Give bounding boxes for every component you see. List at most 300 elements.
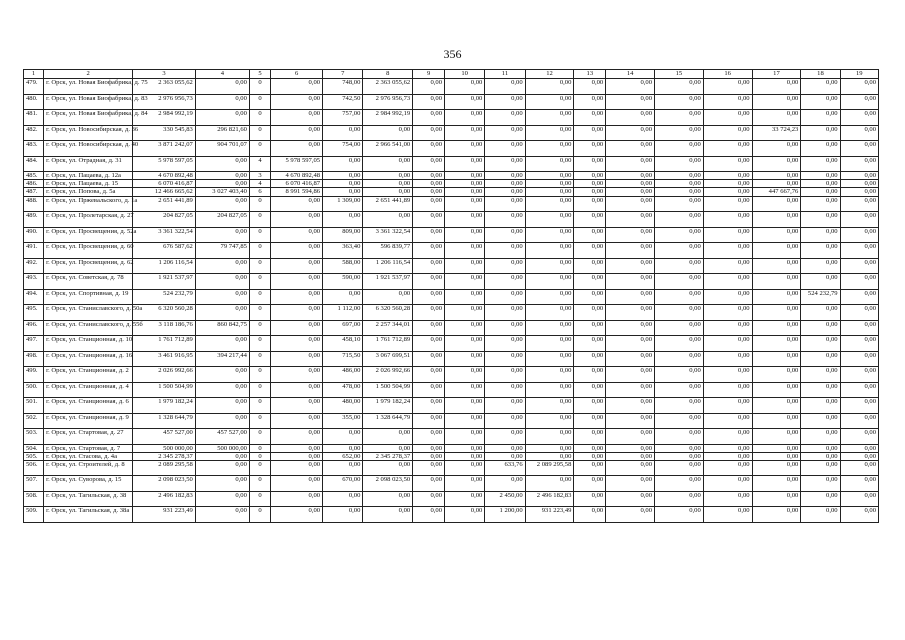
amount-cell: 0,00: [485, 398, 525, 414]
amount-cell: 0,00: [525, 243, 574, 259]
amount-cell: 0,00: [752, 258, 801, 274]
amount-cell: 0,00: [655, 351, 704, 367]
amount-cell: 0,00: [703, 305, 752, 321]
amount-cell: 0,00: [413, 110, 445, 126]
amount-cell: 931 223,49: [133, 507, 196, 523]
amount-cell: 1 761 712,89: [133, 336, 196, 352]
amount-cell: 0,00: [525, 320, 574, 336]
count-cell: 0: [249, 274, 270, 290]
amount-cell: 0,00: [606, 156, 655, 172]
address-cell: г. Орск, ул. Попова, д. 5а: [44, 188, 133, 196]
amount-cell: 0,00: [574, 507, 606, 523]
address-cell: г. Орск, ул. Станционная, д. 10: [44, 336, 133, 352]
amount-cell: 0,00: [413, 212, 445, 228]
amount-cell: 0,00: [445, 429, 485, 445]
amount-cell: 0,00: [525, 367, 574, 383]
amount-cell: 0,00: [413, 452, 445, 460]
amount-cell: 0,00: [485, 188, 525, 196]
address-cell: г. Орск, ул. Станционная, д. 9: [44, 413, 133, 429]
table-row: [24, 243, 879, 259]
amount-cell: 0,00: [574, 491, 606, 507]
address-cell: г. Орск, ул. Станционная, д. 16: [44, 351, 133, 367]
amount-cell: 0,00: [840, 398, 878, 414]
amount-cell: 0,00: [655, 382, 704, 398]
amount-cell: 2 026 992,66: [133, 367, 196, 383]
amount-cell: 0,00: [413, 367, 445, 383]
amount-cell: 1 112,00: [323, 305, 363, 321]
amount-cell: 0,00: [525, 452, 574, 460]
amount-cell: 1 979 182,24: [363, 398, 413, 414]
amount-cell: 0,00: [703, 156, 752, 172]
amount-cell: 0,00: [606, 289, 655, 305]
column-header: 19: [840, 70, 878, 79]
amount-cell: 860 842,75: [195, 320, 249, 336]
amount-cell: 0,00: [574, 351, 606, 367]
amount-cell: 0,00: [840, 429, 878, 445]
row-number: 506.: [24, 460, 44, 476]
amount-cell: 0,00: [606, 172, 655, 180]
amount-cell: 0,00: [413, 305, 445, 321]
amount-cell: 2 098 023,50: [363, 476, 413, 492]
amount-cell: 0,00: [445, 94, 485, 110]
amount-cell: 0,00: [752, 460, 801, 476]
address-cell: г. Орск, ул. Стартовая, д. 27: [44, 429, 133, 445]
amount-cell: 0,00: [525, 94, 574, 110]
amount-cell: 0,00: [752, 227, 801, 243]
row-number: 498.: [24, 351, 44, 367]
amount-cell: 0,00: [840, 367, 878, 383]
amount-cell: 8 991 594,86: [271, 188, 323, 196]
amount-cell: 0,00: [840, 351, 878, 367]
amount-cell: 500 000,00: [133, 444, 196, 452]
amount-cell: 0,00: [752, 429, 801, 445]
table-row: [24, 188, 879, 196]
register-table: [23, 69, 879, 523]
column-header: 17: [752, 70, 801, 79]
amount-cell: 0,00: [574, 110, 606, 126]
table-row: [24, 274, 879, 290]
amount-cell: 0,00: [752, 212, 801, 228]
table-row: [24, 125, 879, 141]
amount-cell: 0,00: [574, 196, 606, 212]
amount-cell: 394 217,44: [195, 351, 249, 367]
amount-cell: 0,00: [485, 258, 525, 274]
amount-cell: 0,00: [703, 413, 752, 429]
amount-cell: 0,00: [801, 382, 840, 398]
amount-cell: 0,00: [606, 460, 655, 476]
amount-cell: 0,00: [840, 180, 878, 188]
table-row: [24, 444, 879, 452]
amount-cell: 0,00: [606, 367, 655, 383]
amount-cell: 0,00: [703, 125, 752, 141]
amount-cell: 0,00: [445, 367, 485, 383]
amount-cell: 0,00: [655, 305, 704, 321]
row-number: 485.: [24, 172, 44, 180]
amount-cell: 0,00: [655, 491, 704, 507]
amount-cell: 0,00: [363, 507, 413, 523]
amount-cell: 2 098 023,50: [133, 476, 196, 492]
table-row: [24, 382, 879, 398]
row-number: 507.: [24, 476, 44, 492]
amount-cell: 2 089 295,58: [525, 460, 574, 476]
table-row: [24, 180, 879, 188]
amount-cell: 0,00: [801, 305, 840, 321]
address-cell: г. Орск, ул. Отрадная, д. 31: [44, 156, 133, 172]
amount-cell: 0,00: [413, 320, 445, 336]
amount-cell: 355,00: [323, 413, 363, 429]
count-cell: 0: [249, 452, 270, 460]
amount-cell: 0,00: [413, 413, 445, 429]
amount-cell: 0,00: [271, 141, 323, 157]
amount-cell: 0,00: [752, 180, 801, 188]
amount-cell: 0,00: [801, 110, 840, 126]
amount-cell: 0,00: [485, 141, 525, 157]
table-row: [24, 305, 879, 321]
amount-cell: 0,00: [655, 172, 704, 180]
amount-cell: 0,00: [606, 429, 655, 445]
amount-cell: 0,00: [195, 196, 249, 212]
amount-cell: 0,00: [655, 212, 704, 228]
amount-cell: 0,00: [606, 258, 655, 274]
amount-cell: 0,00: [752, 196, 801, 212]
amount-cell: 0,00: [840, 382, 878, 398]
amount-cell: 0,00: [525, 110, 574, 126]
amount-cell: 0,00: [413, 460, 445, 476]
amount-cell: 0,00: [606, 227, 655, 243]
amount-cell: 0,00: [271, 413, 323, 429]
amount-cell: 0,00: [703, 429, 752, 445]
amount-cell: 524 232,79: [801, 289, 840, 305]
table-row: [24, 196, 879, 212]
amount-cell: 0,00: [195, 94, 249, 110]
amount-cell: 0,00: [606, 320, 655, 336]
amount-cell: 480,00: [323, 398, 363, 414]
address-cell: г. Орск, ул. Советская, д. 78: [44, 274, 133, 290]
address-cell: г. Орск, ул. Новая Биофабрика, д. 84: [44, 110, 133, 126]
amount-cell: 1 206 116,54: [363, 258, 413, 274]
amount-cell: 0,00: [703, 243, 752, 259]
amount-cell: 0,00: [574, 398, 606, 414]
amount-cell: 0,00: [271, 452, 323, 460]
amount-cell: 0,00: [445, 274, 485, 290]
column-header: 7: [323, 70, 363, 79]
amount-cell: 0,00: [485, 172, 525, 180]
address-cell: г. Орск, ул. Станционная, д. 6: [44, 398, 133, 414]
amount-cell: 0,00: [840, 258, 878, 274]
row-number: 486.: [24, 180, 44, 188]
amount-cell: 0,00: [752, 320, 801, 336]
row-number: 487.: [24, 188, 44, 196]
count-cell: 0: [249, 79, 270, 95]
amount-cell: 0,00: [445, 320, 485, 336]
amount-cell: 0,00: [840, 491, 878, 507]
amount-cell: 0,00: [445, 110, 485, 126]
table-row: [24, 476, 879, 492]
amount-cell: 0,00: [655, 188, 704, 196]
amount-cell: 0,00: [485, 156, 525, 172]
amount-cell: 0,00: [445, 413, 485, 429]
count-cell: 0: [249, 507, 270, 523]
amount-cell: 0,00: [363, 156, 413, 172]
amount-cell: 0,00: [195, 274, 249, 290]
amount-cell: 0,00: [195, 476, 249, 492]
table-row: [24, 507, 879, 523]
count-cell: 0: [249, 258, 270, 274]
amount-cell: 447 667,76: [752, 188, 801, 196]
amount-cell: 0,00: [752, 452, 801, 460]
amount-cell: 0,00: [363, 212, 413, 228]
address-cell: г. Орск, ул. Новая Биофабрика, д. 75: [44, 79, 133, 95]
amount-cell: 0,00: [574, 156, 606, 172]
amount-cell: 0,00: [703, 110, 752, 126]
amount-cell: 2 026 992,66: [363, 367, 413, 383]
amount-cell: 363,40: [323, 243, 363, 259]
amount-cell: 0,00: [485, 429, 525, 445]
amount-cell: 0,00: [195, 258, 249, 274]
amount-cell: 0,00: [271, 320, 323, 336]
amount-cell: 0,00: [195, 382, 249, 398]
amount-cell: 0,00: [574, 460, 606, 476]
column-header: 15: [655, 70, 704, 79]
amount-cell: 0,00: [413, 351, 445, 367]
count-cell: 0: [249, 94, 270, 110]
amount-cell: 0,00: [525, 188, 574, 196]
amount-cell: 0,00: [413, 227, 445, 243]
amount-cell: 0,00: [485, 367, 525, 383]
address-cell: г. Орск, ул. Стасова, д. 4а: [44, 452, 133, 460]
amount-cell: 0,00: [801, 444, 840, 452]
amount-cell: 0,00: [703, 452, 752, 460]
row-number: 494.: [24, 289, 44, 305]
amount-cell: 0,00: [840, 188, 878, 196]
amount-cell: 0,00: [525, 180, 574, 188]
amount-cell: 0,00: [606, 336, 655, 352]
amount-cell: 0,00: [606, 413, 655, 429]
amount-cell: 0,00: [606, 398, 655, 414]
row-number: 489.: [24, 212, 44, 228]
amount-cell: 0,00: [485, 382, 525, 398]
amount-cell: 0,00: [485, 79, 525, 95]
amount-cell: 0,00: [752, 476, 801, 492]
amount-cell: 0,00: [525, 141, 574, 157]
table-row: [24, 413, 879, 429]
amount-cell: 0,00: [606, 452, 655, 460]
amount-cell: 0,00: [574, 94, 606, 110]
table-row: [24, 491, 879, 507]
amount-cell: 0,00: [363, 172, 413, 180]
amount-cell: 0,00: [574, 125, 606, 141]
amount-cell: 0,00: [485, 320, 525, 336]
amount-cell: 0,00: [525, 258, 574, 274]
amount-cell: 0,00: [703, 94, 752, 110]
amount-cell: 0,00: [801, 351, 840, 367]
amount-cell: 0,00: [574, 305, 606, 321]
amount-cell: 0,00: [801, 180, 840, 188]
amount-cell: 0,00: [323, 125, 363, 141]
amount-cell: 0,00: [195, 367, 249, 383]
amount-cell: 0,00: [271, 460, 323, 476]
amount-cell: 0,00: [445, 444, 485, 452]
amount-cell: 0,00: [445, 180, 485, 188]
row-number: 496.: [24, 320, 44, 336]
amount-cell: 0,00: [271, 196, 323, 212]
amount-cell: 0,00: [485, 444, 525, 452]
count-cell: 0: [249, 460, 270, 476]
amount-cell: 0,00: [445, 452, 485, 460]
amount-cell: 0,00: [413, 507, 445, 523]
count-cell: 0: [249, 444, 270, 452]
count-cell: 0: [249, 110, 270, 126]
column-header: 6: [271, 70, 323, 79]
row-number: 482.: [24, 125, 44, 141]
amount-cell: 0,00: [840, 125, 878, 141]
amount-cell: 0,00: [445, 460, 485, 476]
amount-cell: 0,00: [271, 110, 323, 126]
amount-cell: 0,00: [840, 413, 878, 429]
amount-cell: 0,00: [840, 320, 878, 336]
column-header: 14: [606, 70, 655, 79]
amount-cell: 0,00: [525, 382, 574, 398]
amount-cell: 1 200,00: [485, 507, 525, 523]
amount-cell: 0,00: [703, 141, 752, 157]
amount-cell: 0,00: [840, 196, 878, 212]
amount-cell: 0,00: [752, 305, 801, 321]
amount-cell: 0,00: [752, 141, 801, 157]
amount-cell: 0,00: [574, 444, 606, 452]
amount-cell: 0,00: [485, 227, 525, 243]
amount-cell: 0,00: [703, 476, 752, 492]
address-cell: г. Орск, ул. Строителей, д. 8: [44, 460, 133, 476]
amount-cell: 3 361 322,54: [133, 227, 196, 243]
table-row: [24, 320, 879, 336]
amount-cell: 0,00: [323, 172, 363, 180]
amount-cell: 0,00: [606, 141, 655, 157]
row-number: 499.: [24, 367, 44, 383]
amount-cell: 5 978 597,05: [271, 156, 323, 172]
amount-cell: 3 027 403,40: [195, 188, 249, 196]
amount-cell: 0,00: [445, 196, 485, 212]
amount-cell: 0,00: [840, 476, 878, 492]
amount-cell: 0,00: [606, 476, 655, 492]
amount-cell: 590,00: [323, 274, 363, 290]
amount-cell: 2 345 278,37: [363, 452, 413, 460]
amount-cell: 0,00: [485, 289, 525, 305]
amount-cell: 0,00: [525, 172, 574, 180]
amount-cell: 2 496 182,83: [525, 491, 574, 507]
amount-cell: 0,00: [445, 336, 485, 352]
amount-cell: 79 747,85: [195, 243, 249, 259]
amount-cell: 0,00: [840, 452, 878, 460]
count-cell: 6: [249, 188, 270, 196]
amount-cell: 0,00: [445, 382, 485, 398]
amount-cell: 0,00: [485, 243, 525, 259]
amount-cell: 0,00: [801, 196, 840, 212]
amount-cell: 0,00: [752, 336, 801, 352]
amount-cell: 0,00: [703, 460, 752, 476]
amount-cell: 0,00: [271, 289, 323, 305]
amount-cell: 0,00: [485, 413, 525, 429]
amount-cell: 0,00: [801, 172, 840, 180]
amount-cell: 0,00: [413, 274, 445, 290]
address-cell: г. Орск, ул. Стартовая, д. 7: [44, 444, 133, 452]
amount-cell: 0,00: [840, 227, 878, 243]
amount-cell: 0,00: [445, 227, 485, 243]
amount-cell: 0,00: [574, 476, 606, 492]
amount-cell: 0,00: [801, 156, 840, 172]
header-row: [24, 70, 879, 79]
amount-cell: 0,00: [655, 141, 704, 157]
amount-cell: 204 827,05: [195, 212, 249, 228]
amount-cell: 931 223,49: [525, 507, 574, 523]
amount-cell: 0,00: [445, 258, 485, 274]
amount-cell: 2 966 541,00: [363, 141, 413, 157]
amount-cell: 0,00: [485, 196, 525, 212]
amount-cell: 0,00: [413, 398, 445, 414]
count-cell: 0: [249, 413, 270, 429]
amount-cell: 0,00: [655, 367, 704, 383]
amount-cell: 0,00: [195, 227, 249, 243]
amount-cell: 0,00: [840, 110, 878, 126]
amount-cell: 2 450,00: [485, 491, 525, 507]
amount-cell: 0,00: [606, 180, 655, 188]
row-number: 492.: [24, 258, 44, 274]
amount-cell: 4 670 892,48: [271, 172, 323, 180]
amount-cell: 0,00: [703, 172, 752, 180]
amount-cell: 0,00: [485, 94, 525, 110]
amount-cell: 0,00: [574, 274, 606, 290]
amount-cell: 0,00: [703, 258, 752, 274]
amount-cell: 33 724,23: [752, 125, 801, 141]
count-cell: 0: [249, 320, 270, 336]
amount-cell: 0,00: [801, 243, 840, 259]
amount-cell: 0,00: [574, 212, 606, 228]
amount-cell: 0,00: [801, 398, 840, 414]
amount-cell: 0,00: [271, 398, 323, 414]
amount-cell: 0,00: [271, 351, 323, 367]
amount-cell: 0,00: [655, 110, 704, 126]
amount-cell: 0,00: [445, 212, 485, 228]
address-cell: г. Орск, ул. Новая Биофабрика, д. 83: [44, 94, 133, 110]
amount-cell: 0,00: [606, 351, 655, 367]
column-header: 8: [363, 70, 413, 79]
amount-cell: 1 761 712,89: [363, 336, 413, 352]
amount-cell: 0,00: [271, 444, 323, 452]
amount-cell: 0,00: [606, 507, 655, 523]
amount-cell: 0,00: [655, 79, 704, 95]
amount-cell: 0,00: [703, 382, 752, 398]
count-cell: 0: [249, 398, 270, 414]
row-number: 483.: [24, 141, 44, 157]
amount-cell: 0,00: [485, 180, 525, 188]
amount-cell: 0,00: [655, 398, 704, 414]
amount-cell: 0,00: [445, 172, 485, 180]
row-number: 500.: [24, 382, 44, 398]
amount-cell: 0,00: [752, 382, 801, 398]
amount-cell: 0,00: [574, 258, 606, 274]
row-number: 504.: [24, 444, 44, 452]
amount-cell: 0,00: [445, 79, 485, 95]
amount-cell: 0,00: [271, 476, 323, 492]
amount-cell: 0,00: [525, 227, 574, 243]
column-header: 3: [133, 70, 196, 79]
amount-cell: 0,00: [801, 429, 840, 445]
amount-cell: 0,00: [271, 258, 323, 274]
amount-cell: 0,00: [485, 212, 525, 228]
amount-cell: 0,00: [323, 429, 363, 445]
amount-cell: 0,00: [195, 491, 249, 507]
amount-cell: 0,00: [195, 180, 249, 188]
amount-cell: 0,00: [752, 413, 801, 429]
